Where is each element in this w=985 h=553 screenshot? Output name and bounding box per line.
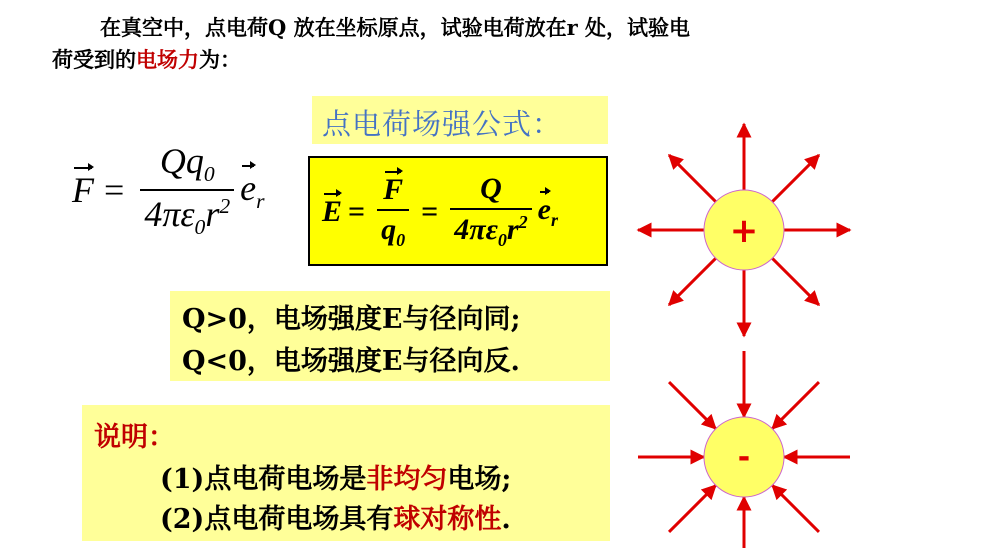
coulomb-numerator: Qq bbox=[159, 141, 204, 181]
equals-sign-2: = bbox=[421, 194, 439, 228]
force-vector-symbol: F bbox=[72, 170, 94, 211]
intro-line-a: 在真空中，点电荷Q 放在坐标原点，试验电荷放在r 处，试验电 bbox=[100, 15, 690, 40]
field-strength-formula-box bbox=[308, 156, 608, 266]
field-denominator-a: 4πε bbox=[454, 213, 498, 246]
unit-vector-sub: r bbox=[256, 188, 265, 213]
field-denominator-sup: 2 bbox=[518, 212, 528, 232]
intro-line-c: 为： bbox=[199, 47, 241, 72]
force-numerator: F bbox=[383, 172, 404, 206]
coulomb-fraction bbox=[140, 140, 234, 240]
note-line-2 bbox=[160, 497, 511, 536]
inward-field-arrow bbox=[772, 485, 819, 532]
inward-field-arrow bbox=[669, 485, 716, 532]
field-denominator-sub: 0 bbox=[497, 230, 507, 250]
negative-sign: - bbox=[737, 440, 751, 475]
direction-conditions-box bbox=[170, 291, 610, 381]
note-2-highlight: 球对称性 bbox=[393, 504, 502, 535]
notes-box bbox=[82, 405, 610, 541]
inward-field-arrow bbox=[669, 382, 716, 429]
field-formula-title-box bbox=[312, 96, 608, 144]
outward-field-arrow bbox=[669, 155, 716, 202]
field-unit-vector: e bbox=[537, 192, 551, 226]
notes-title: 说明： bbox=[94, 422, 175, 453]
note-1-text-a: (1)点电荷电场是 bbox=[160, 464, 367, 495]
inward-field-arrow bbox=[772, 382, 819, 429]
note-line-1 bbox=[160, 457, 511, 496]
unit-vector-symbol: e bbox=[240, 167, 257, 208]
charge-denominator: q bbox=[381, 212, 397, 246]
field-denominator-b: r bbox=[506, 213, 519, 246]
field-formula-title: 点电荷场强公式： bbox=[322, 107, 563, 141]
intro-line-b: 荷受到的 bbox=[52, 47, 136, 72]
positive-charge-group bbox=[638, 124, 850, 336]
negative-charge-group bbox=[638, 351, 850, 548]
field-vector-symbol: E bbox=[322, 194, 343, 228]
field-lines-diagram bbox=[612, 118, 862, 548]
note-1-text-b: 电场; bbox=[447, 464, 512, 495]
equals-sign: = bbox=[104, 170, 125, 211]
coulomb-denominator-b: r bbox=[205, 194, 220, 235]
field-unit-vector-sub: r bbox=[550, 209, 558, 230]
outward-field-arrow bbox=[772, 155, 819, 202]
note-1-highlight: 非均匀 bbox=[366, 464, 448, 495]
coulomb-numerator-sub: 0 bbox=[203, 162, 215, 187]
positive-charge-condition: Q>0，电场强度E与径向同; bbox=[182, 304, 521, 335]
outward-field-arrow bbox=[669, 258, 716, 305]
note-2-text-b: . bbox=[501, 504, 511, 535]
equals-sign-1: = bbox=[348, 194, 366, 228]
negative-charge-condition: Q<0，电场强度E与径向反. bbox=[182, 346, 520, 377]
coulomb-force-formula bbox=[72, 140, 265, 240]
coulomb-denominator-sub: 0 bbox=[194, 215, 206, 240]
coulomb-denominator-sup: 2 bbox=[219, 194, 231, 219]
intro-paragraph bbox=[52, 12, 882, 76]
field-fraction bbox=[450, 172, 531, 251]
force-over-charge-fraction bbox=[377, 173, 409, 251]
field-numerator: Q bbox=[480, 172, 502, 205]
intro-highlight: 电场力 bbox=[136, 47, 199, 72]
note-2-text-a: (2)点电荷电场具有 bbox=[160, 504, 394, 535]
charge-denominator-sub: 0 bbox=[396, 229, 406, 250]
positive-sign: + bbox=[729, 211, 759, 251]
outward-field-arrow bbox=[772, 258, 819, 305]
coulomb-denominator-a: 4πε bbox=[144, 194, 195, 235]
